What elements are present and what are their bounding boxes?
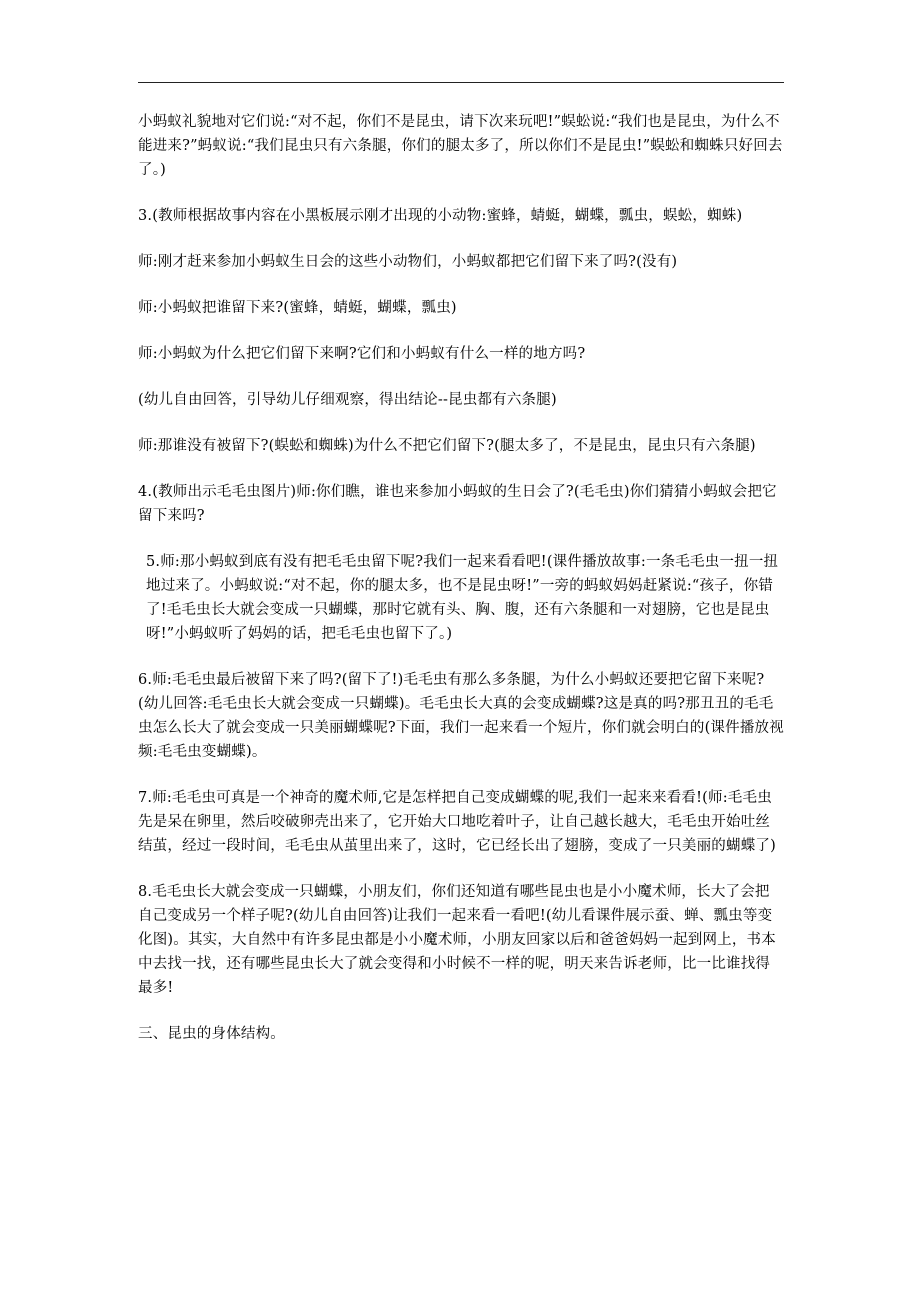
paragraph-step-4: 4.(教师出示毛毛虫图片)师:你们瞧，谁也来参加小蚂蚁的生日会了?(毛毛虫)你们猜猜小蚂蚁会把它留下来吗? (138, 484, 777, 524)
header-rule (138, 82, 784, 83)
paragraph-not-stayed: 师:那谁没有被留下?(蜈蚣和蜘蛛)为什么不把它们留下?(腿太多了，不是昆虫，昆虫只有六条腿) (138, 438, 756, 454)
paragraph-children-answer: (幼儿自由回答，引导幼儿仔细观察，得出结论--昆虫都有六条腿) (138, 392, 557, 408)
paragraph-question-stayed: 师:刚才赶来参加小蚂蚁生日会的这些小动物们，小蚂蚁都把它们留下来了吗?(没有) (138, 254, 678, 270)
paragraph-step-3: 3.(教师根据故事内容在小黑板展示刚才出现的小动物:蜜蜂，蜻蜓，蝴蝶，瓢虫，蜈蚣，蜘蛛) (138, 208, 743, 224)
paragraph-step-5: 5.师:那小蚂蚁到底有没有把毛毛虫留下呢?我们一起来看看吧!(课件播放故事:一条毛毛虫一扭一扭地过来了。小蚂蚁说:“对不起，你的腿太多，也不是昆虫呀!”一旁的蚂蚁妈妈赶紧说:“孩子，你错了!毛毛虫长大就会变成一只蝴蝶，那时它就有头、胸、腹，还有六条腿和一对翅膀，它也是昆虫呀!”小蚂蚁听了妈妈的话，把毛毛虫也留下了。) (146, 554, 779, 642)
paragraph-step-6: 6.师:毛毛虫最后被留下来了吗?(留下了!)毛毛虫有那么多条腿，为什么小蚂蚁还要把它留下来呢?(幼儿回答:毛毛虫长大就会变成一只蝴蝶)。毛毛虫长大真的会变成蝴蝶?这是真的吗?那丑丑的毛毛虫怎么长大了就会变成一只美丽蝴蝶呢?下面，我们一起来看一个短片，你们就会明白的(课件播放视频:毛毛虫变蝴蝶)。 (138, 672, 784, 760)
paragraph-step-8: 8.毛毛虫长大就会变成一只蝴蝶，小朋友们，你们还知道有哪些昆虫也是小小魔术师，长大了会把自己变成另一个样子呢?(幼儿自由回答)让我们一起来看一看吧!(幼儿看课件展示蚕、蝉、瓢虫等变化图)。其实，大自然中有许多昆虫都是小小魔术师，小朋友回家以后和爸爸妈妈一起到网上，书本中去找一找，还有哪些昆虫长大了就会变得和小时候不一样的呢，明天来告诉老师，比一比谁找得最多! (138, 884, 776, 996)
paragraph-story-end: 小蚂蚁礼貌地对它们说:“对不起，你们不是昆虫，请下次来玩吧!”蜈蚣说:“我们也是昆虫，为什么不能进来?”蚂蚁说:“我们昆虫只有六条腿，你们的腿太多了，所以你们不是昆虫!”蜈蚣和蜘蛛只好回去了。) (138, 114, 783, 178)
document-body (138, 110, 784, 1068)
paragraph-step-7: 7.师:毛毛虫可真是一个神奇的魔术师,它是怎样把自己变成蝴蝶的呢,我们一起来来看看!(师:毛毛虫先是呆在卵里，然后咬破卵壳出来了，它开始大口地吃着叶子，让自己越长越大，毛毛虫开始吐丝结茧，经过一段时间，毛毛虫从茧里出来了，这时，它已经长出了翅膀，变成了一只美丽的蝴蝶了) (138, 790, 776, 854)
section-heading-insect-body: 三、昆虫的身体结构。 (138, 1026, 285, 1042)
paragraph-question-why: 师:小蚂蚁为什么把它们留下来啊?它们和小蚂蚁有什么一样的地方吗? (138, 346, 586, 362)
paragraph-question-who: 师:小蚂蚁把谁留下来?(蜜蜂，蜻蜓，蝴蝶，瓢虫) (138, 300, 457, 316)
